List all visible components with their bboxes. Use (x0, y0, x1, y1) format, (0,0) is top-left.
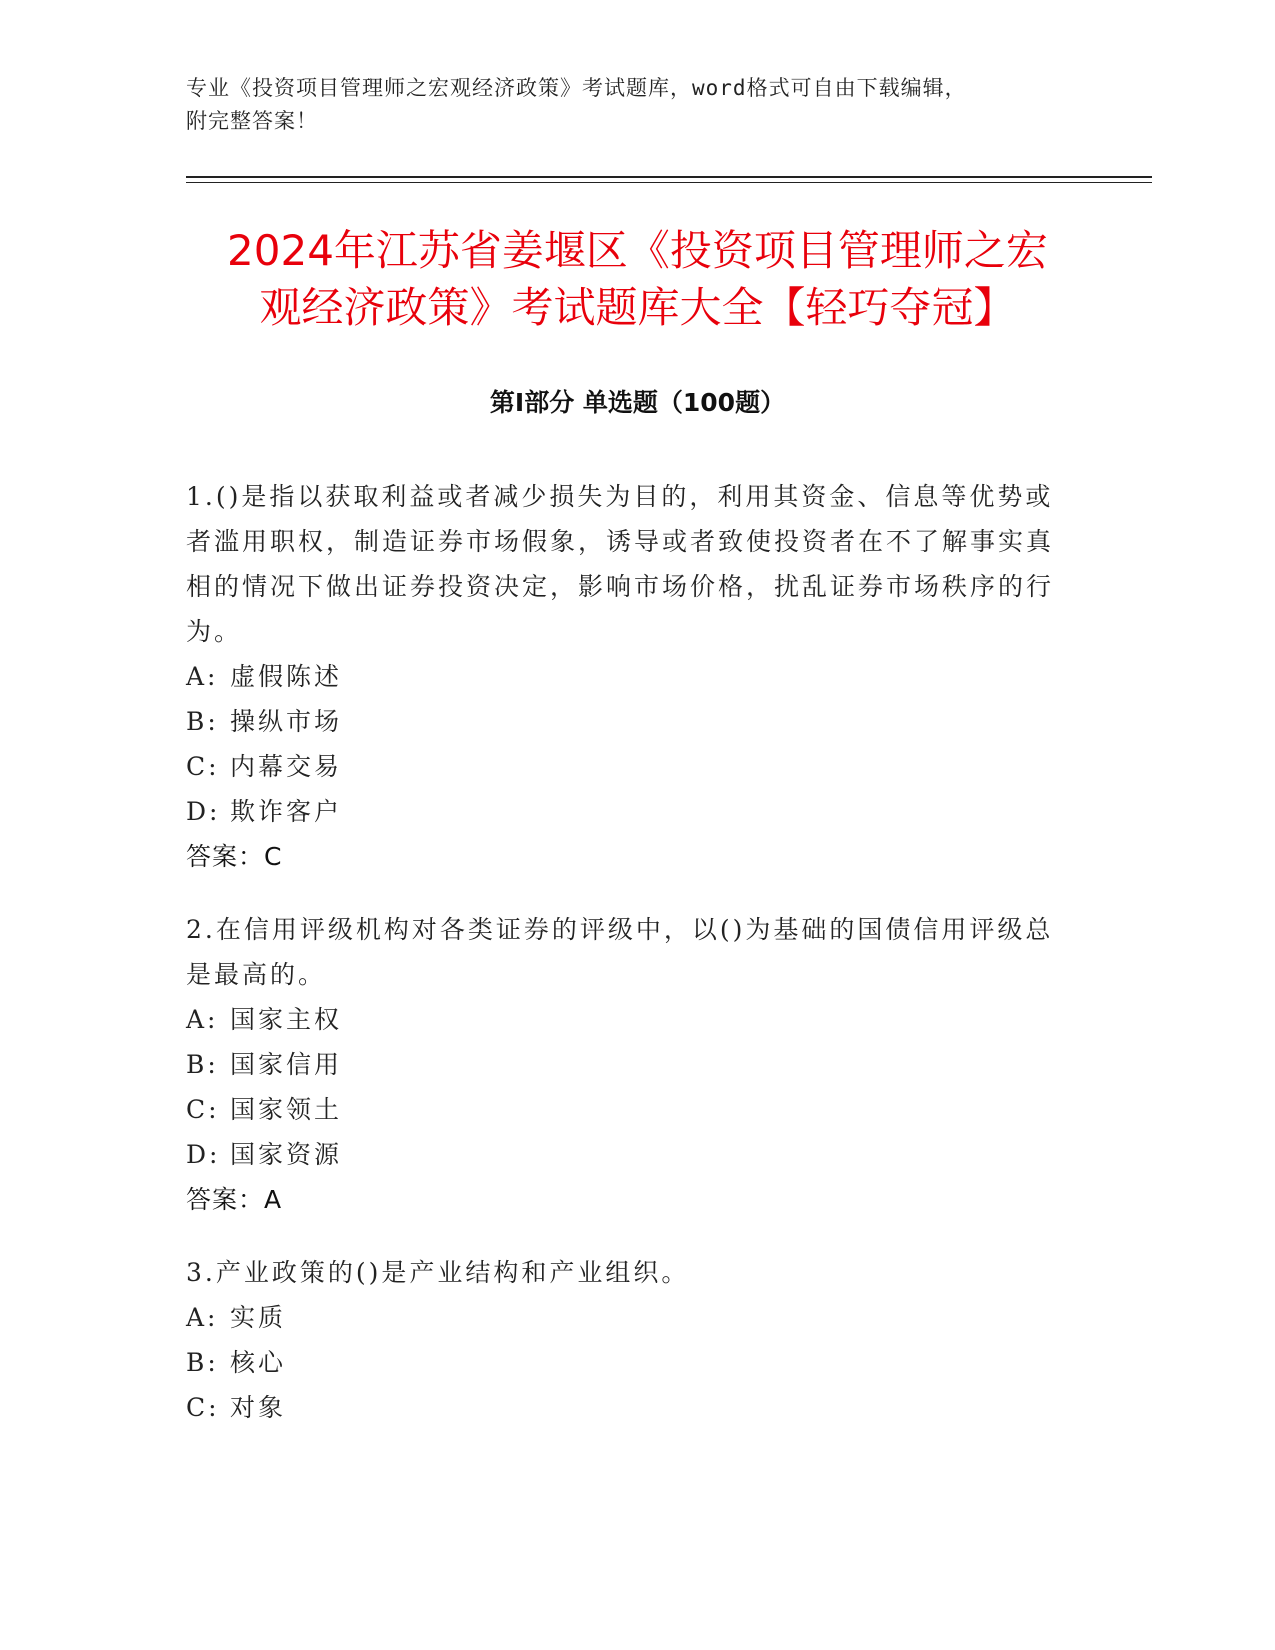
option-letter: C: (186, 752, 220, 781)
answer-line: 答案：C (186, 842, 283, 871)
option-a (186, 997, 1066, 1042)
option-text: 国家主权 (230, 1005, 343, 1034)
section-heading: 第Ⅰ部分 单选题（100题） (489, 388, 786, 417)
option-b (186, 1042, 1066, 1087)
question-stem: 2.在信用评级机构对各类证券的评级中，以()为基础的国债信用评级总是最高的。 (186, 915, 1054, 989)
header-rule-thin (186, 182, 1152, 183)
option-letter: B: (186, 1348, 219, 1377)
option-text: 国家资源 (230, 1140, 343, 1169)
option-text: 对象 (230, 1393, 287, 1422)
header-rule-thick (186, 176, 1152, 178)
option-d (186, 789, 1066, 834)
option-c (186, 1087, 1066, 1132)
header-note (186, 72, 1066, 138)
answer-line: 答案：A (186, 1185, 283, 1214)
document-title-line-1: 2024年江苏省姜堰区《投资项目管理师之宏 (227, 226, 1048, 275)
document-title-line-2: 观经济政策》考试题库大全【轻巧夺冠】 (259, 283, 1016, 332)
option-b (186, 1340, 1066, 1385)
question-3 (186, 1250, 1066, 1430)
option-letter: A: (186, 1005, 219, 1034)
question-2 (186, 907, 1066, 1222)
header-note-line-2: 附完整答案！ (186, 109, 318, 133)
header-note-line-1: 专业《投资项目管理师之宏观经济政策》考试题库，word格式可自由下载编辑， (186, 76, 967, 100)
option-letter: B: (186, 1050, 219, 1079)
option-text: 实质 (230, 1303, 287, 1332)
question-1 (186, 474, 1066, 879)
option-text: 操纵市场 (230, 707, 343, 736)
option-letter: D: (186, 1140, 221, 1169)
option-text: 内幕交易 (230, 752, 343, 781)
option-letter: C: (186, 1095, 220, 1124)
option-b (186, 699, 1066, 744)
option-a (186, 654, 1066, 699)
option-letter: A: (186, 662, 219, 691)
document-title (150, 222, 1125, 336)
option-d (186, 1132, 1066, 1177)
question-stem: 3.产业政策的()是产业结构和产业组织。 (186, 1258, 690, 1287)
option-letter: C: (186, 1393, 220, 1422)
option-letter: D: (186, 797, 221, 826)
option-c (186, 744, 1066, 789)
option-letter: A: (186, 1303, 219, 1332)
option-letter: B: (186, 707, 219, 736)
option-text: 国家领土 (230, 1095, 343, 1124)
question-stem: 1.()是指以获取利益或者减少损失为目的，利用其资金、信息等优势或者滥用职权，制造证券市场假象，诱导或者致使投资者在不了解事实真相的情况下做出证券投资决定，影响市场价格，扰乱证券市场秩序的行为。 (186, 482, 1055, 646)
option-text: 欺诈客户 (230, 797, 343, 826)
option-text: 核心 (230, 1348, 287, 1377)
option-c (186, 1385, 1066, 1430)
option-text: 虚假陈述 (230, 662, 343, 691)
question-list (186, 474, 1066, 1458)
option-a (186, 1295, 1066, 1340)
option-text: 国家信用 (230, 1050, 343, 1079)
